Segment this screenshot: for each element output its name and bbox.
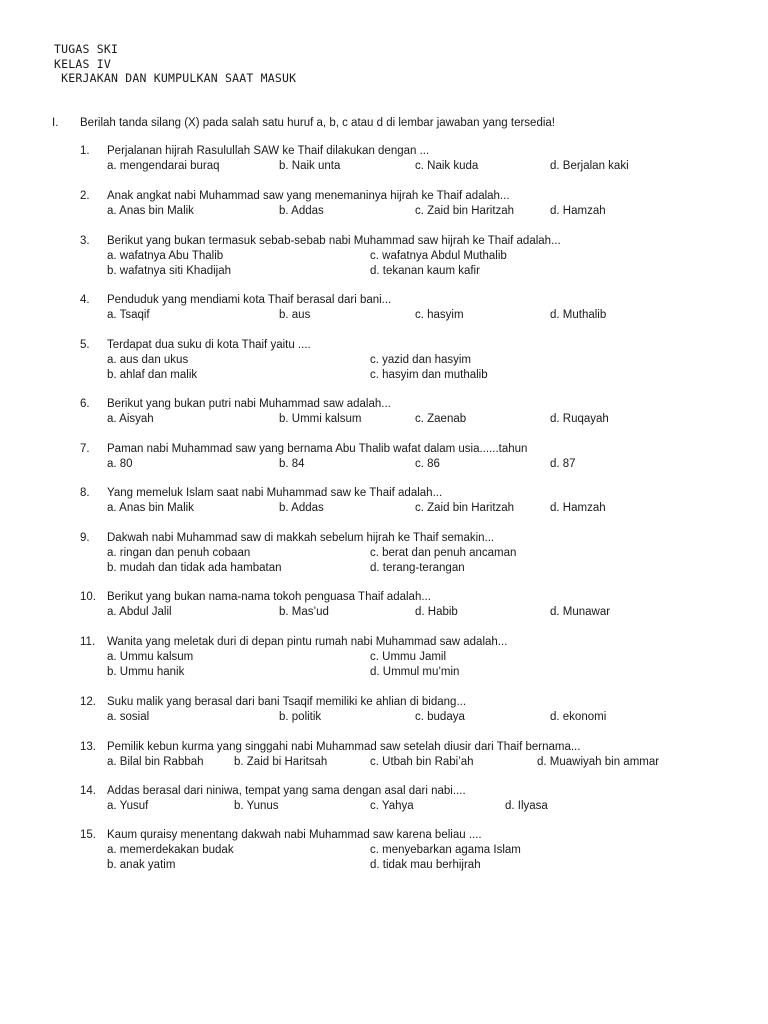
question-number: 7. — [80, 443, 90, 455]
question-text: Paman nabi Muhammad saw yang bernama Abu Thalib wafat dalam usia......tahun — [107, 443, 528, 455]
answer-option: b. Ummu hanik — [107, 666, 185, 678]
question-number: 4. — [80, 294, 90, 306]
question-number: 8. — [80, 487, 90, 499]
answer-option: b. aus — [279, 309, 311, 321]
question-number: 9. — [80, 532, 90, 544]
question-text: Suku malik yang berasal dari bani Tsaqif memiliki ke ahlian di bidang... — [107, 696, 467, 708]
answer-option: b. mudah dan tidak ada hambatan — [107, 562, 282, 574]
answer-option: b. ahlaf dan malik — [107, 369, 198, 381]
question-text: Yang memeluk Islam saat nabi Muhammad saw ke Thaif adalah... — [107, 487, 443, 499]
section-number: I. — [52, 117, 59, 129]
question-text: Anak angkat nabi Muhammad saw yang menemaninya hijrah ke Thaif adalah... — [107, 190, 510, 202]
question-number: 10. — [80, 591, 96, 603]
answer-option: a. mengendarai buraq — [107, 160, 220, 172]
answer-option: a. Ummu kalsum — [107, 651, 194, 663]
answer-option: d. tekanan kaum kafir — [370, 265, 480, 277]
question-text: Pemilik kebun kurma yang singgahi nabi Muhammad saw setelah diusir dari Thaif bernama... — [107, 741, 581, 753]
answer-option: a. Anas bin Malik — [107, 205, 194, 217]
question-text: Terdapat dua suku di kota Thaif yaitu .... — [107, 339, 311, 351]
question-number: 14. — [80, 785, 96, 797]
answer-option: d. Ummul mu’min — [370, 666, 460, 678]
answer-option: d. Munawar — [550, 606, 611, 618]
answer-option: b. Naik unta — [279, 160, 341, 172]
question-text: Penduduk yang mendiami kota Thaif berasal dari bani... — [107, 294, 392, 306]
answer-option: b. wafatnya siti Khadijah — [107, 265, 232, 277]
question-text: Addas berasal dari niniwa, tempat yang sama dengan asal dari nabi.... — [107, 785, 466, 797]
answer-option: d. Muawiyah bin ammar — [537, 756, 660, 768]
question-text: Berikut yang bukan putri nabi Muhammad saw adalah... — [107, 398, 391, 410]
answer-option: a. Anas bin Malik — [107, 502, 194, 514]
answer-option: a. Bilal bin Rabbah — [107, 756, 204, 768]
answer-option: d. Muthalib — [550, 309, 607, 321]
answer-option: b. Addas — [279, 205, 324, 217]
answer-option: b. Yunus — [234, 800, 279, 812]
instruction-heading: KERJAKAN DAN KUMPULKAN SAAT MASUK — [54, 71, 297, 85]
answer-option: d. 87 — [550, 458, 576, 470]
answer-option: b. 84 — [279, 458, 305, 470]
question-number: 6. — [80, 398, 90, 410]
answer-option: d. terang-terangan — [370, 562, 465, 574]
answer-option: c. hasyim dan muthalib — [370, 369, 488, 381]
question-number: 12. — [80, 696, 96, 708]
answer-option: c. Utbah bin Rabi’ah — [370, 756, 474, 768]
answer-option: b. politik — [279, 711, 322, 723]
question-number: 2. — [80, 190, 90, 202]
answer-option: b. Addas — [279, 502, 324, 514]
section-instruction-text: Berilah tanda silang (X) pada salah satu huruf a, b, c atau d di lembar jawaban yang tersedia! — [80, 117, 555, 129]
answer-option: a. memerdekakan budak — [107, 844, 234, 856]
answer-option: c. berat dan penuh ancaman — [370, 547, 517, 559]
class-label: KELAS IV — [54, 56, 111, 71]
answer-option: d. Hamzah — [550, 205, 606, 217]
answer-option: c. yazid dan hasyim — [370, 354, 471, 366]
question-number: 5. — [80, 339, 90, 351]
answer-option: a. ringan dan penuh cobaan — [107, 547, 251, 559]
answer-option: b. Ummi kalsum — [279, 413, 362, 425]
answer-option: a. aus dan ukus — [107, 354, 189, 366]
question-text: Berikut yang bukan nama-nama tokoh penguasa Thaif adalah... — [107, 591, 431, 603]
question-text: Dakwah nabi Muhammad saw di makkah sebelum hijrah ke Thaif semakin... — [107, 532, 495, 544]
answer-option: c. Ummu Jamil — [370, 651, 447, 663]
question-number: 3. — [80, 235, 90, 247]
answer-option: d. Habib — [415, 606, 458, 618]
answer-option: b. anak yatim — [107, 859, 176, 871]
answer-option: d. Ilyasa — [505, 800, 548, 812]
answer-option: d. tidak mau berhijrah — [370, 859, 481, 871]
answer-option: d. Berjalan kaki — [550, 160, 629, 172]
question-number: 11. — [80, 636, 96, 648]
subject-title: TUGAS SKI — [54, 42, 119, 56]
question-text: Perjalanan hijrah Rasulullah SAW ke Thaif dilakukan dengan ... — [107, 145, 430, 157]
answer-option: d. Ruqayah — [550, 413, 609, 425]
question-number: 13. — [80, 741, 96, 753]
question-text: Kaum quraisy menentang dakwah nabi Muhammad saw karena beliau .... — [107, 829, 482, 841]
answer-option: c. menyebarkan agama Islam — [370, 844, 521, 856]
answer-option: c. budaya — [415, 711, 465, 723]
answer-option: a. Abdul Jalil — [107, 606, 172, 618]
question-text: Berikut yang bukan termasuk sebab-sebab nabi Muhammad saw hijrah ke Thaif adalah... — [107, 235, 561, 247]
answer-option: a. Yusuf — [107, 800, 149, 812]
answer-option: c. hasyim — [415, 309, 464, 321]
answer-option: a. wafatnya Abu Thalib — [107, 250, 224, 262]
answer-option: c. Zaid bin Haritzah — [415, 502, 515, 514]
answer-option: b. Zaid bi Haritsah — [234, 756, 328, 768]
answer-option: c. wafatnya Abdul Muthalib — [370, 250, 507, 262]
answer-option: a. 80 — [107, 458, 133, 470]
answer-option: c. Naik kuda — [415, 160, 479, 172]
answer-option: c. Zaid bin Haritzah — [415, 205, 515, 217]
question-number: 15. — [80, 829, 96, 841]
answer-option: c. Zaenab — [415, 413, 467, 425]
question-text: Wanita yang meletak duri di depan pintu rumah nabi Muhammad saw adalah... — [107, 636, 508, 648]
answer-option: b. Mas’ud — [279, 606, 329, 618]
worksheet-header — [54, 42, 296, 86]
answer-option: a. Aisyah — [107, 413, 154, 425]
answer-option: c. Yahya — [370, 800, 414, 812]
answer-option: c. 86 — [415, 458, 440, 470]
answer-option: d. Hamzah — [550, 502, 606, 514]
question-number: 1. — [80, 145, 90, 157]
answer-option: a. sosial — [107, 711, 150, 723]
answer-option: a. Tsaqif — [107, 309, 150, 321]
answer-option: d. ekonomi — [550, 711, 607, 723]
